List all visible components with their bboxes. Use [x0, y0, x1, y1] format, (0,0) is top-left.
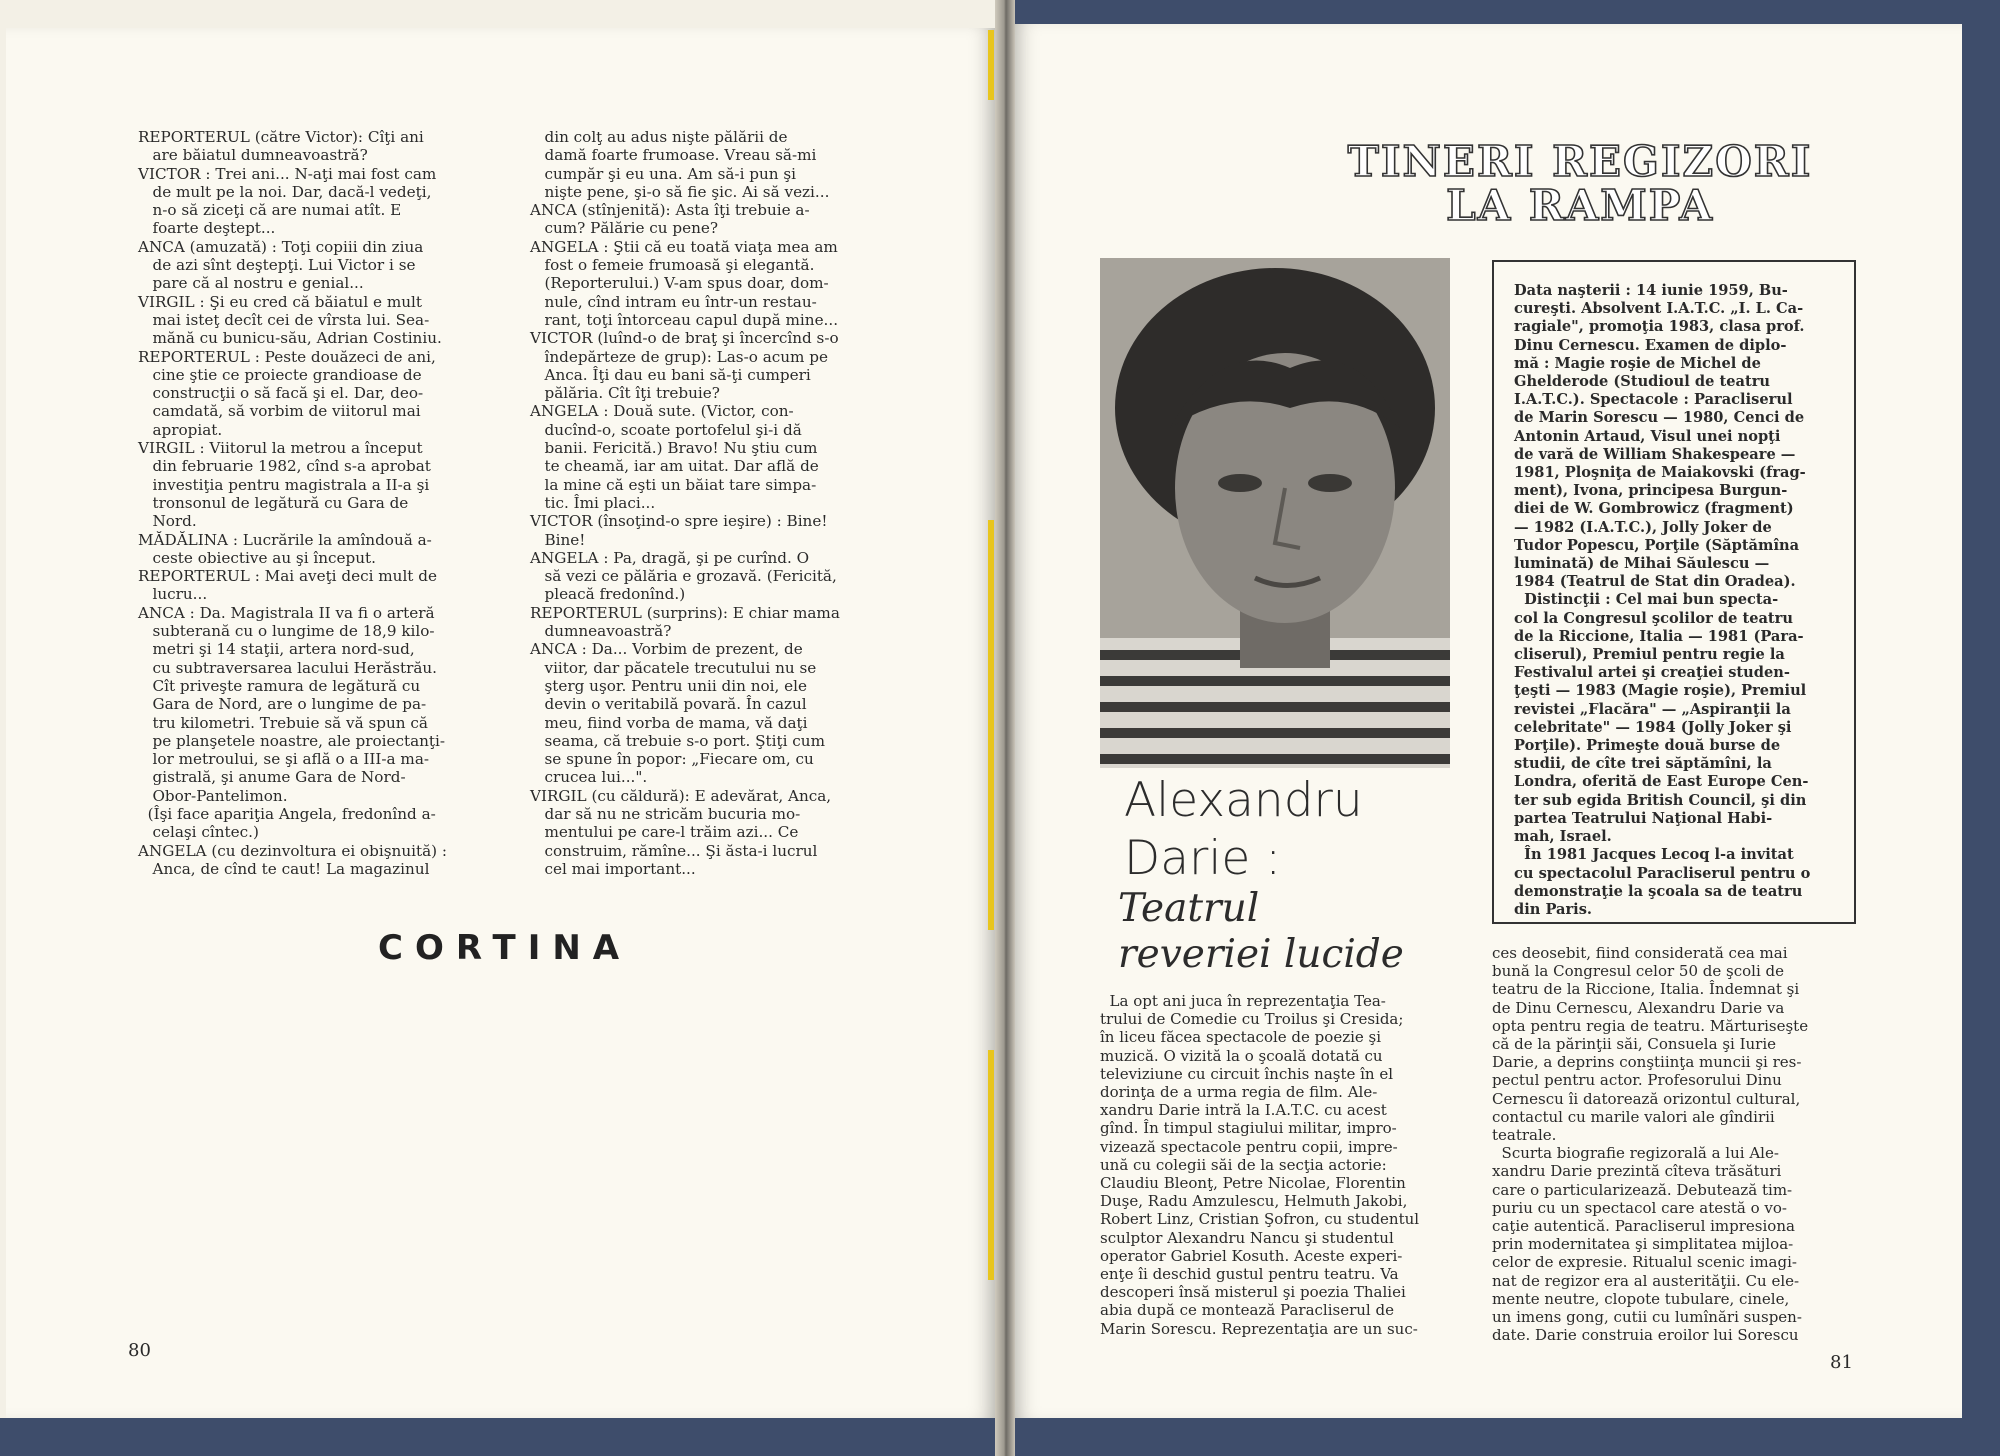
article-headline [1300, 137, 1860, 230]
page-number-right: 81 [1830, 1352, 1853, 1373]
cortina-heading: CORTINA [378, 928, 632, 968]
book-cover-top-edge [1000, 0, 2000, 26]
right-page-column-1: La opt ani juca în reprezentaţia Tea- trului de Comedie cu Troilus şi Cresida; în liceu făcea spectacole de poezie şi muzică. O vizită la o şcoală dotată cu televiziune cu circuit închis naşte în el dorinţa de a urma regia de film. Ale- xandru Darie intră la I.A.T.C. cu acest gînd. În timpul stagiului militar, impro- vizează spectacole pentru copii, impre- ună cu colegii săi de la secţia actorie: Claudiu Bleonţ, Petre Nicolae, Florentin Duşe, Radu Amzulescu, Helmuth Jakobi, Robert Linz, Cristian Şofron, cu studentul sculptor Alexandru Nancu şi studentul operator Gabriel Kosuth. Aceste experi- enţe îi deschid gustul pentru teatru. Va descoperi însă misterul şi poezia Thaliei abia după ce montează Paracliserul de Marin Sorescu. Reprezentaţia are un suc- [1100, 992, 1420, 1338]
subtitle-line-1: Teatrul [1118, 886, 1260, 931]
left-page-column-1: REPORTERUL (către Victor): Cîţi ani are băiatul dumneavoastră? VICTOR : Trei ani... N-aţi mai fost cam de mult pe la noi. Dar, dacă-l vedeţi, n-o să ziceţi că are numai atît. E foarte deştept... ANCA (amuzată) : Toţi copiii din ziua de azi sînt deştepţi. Lui Victor i se pare că al nostru e genial... VIRGIL : Şi eu cred că băiatul e mult mai isteţ decît cei de vîrsta lui. Sea- mănă cu bunicu-său, Adrian Costiniu. REPORTERUL : Peste douăzeci de ani, cine ştie ce proiecte grandioase de construcţii o să facă şi el. Dar, deo- camdată, să vorbim de viitorul mai apropiat. VIRGIL : Viitorul la metrou a început din februarie 1982, cînd s-a aprobat investiţia pentru magistrala a II-a şi tronsonul de legătură cu Gara de Nord. MĂDĂLINA : Lucrările la amîndouă a- ceste obiective au şi început. REPORTERUL : Mai aveţi deci mult de lucru... ANCA : Da. Magistrala II va fi o arteră subterană cu o lungime de 18,9 kilo- metri şi 14 staţii, artera nord-sud, cu subtraversarea lacului Herăstrău. Cît priveşte ramura de legătură cu Gara de Nord, are o lungime de pa- tru kilometri. Trebuie să vă spun că pe planşetele noastre, ale proiectanţi- lor metroului, se şi află o a III-a ma- gistrală, şi anume Gara de Nord- Obor-Pantelimon. (Îşi face apariţia Angela, fredonînd a- celaşi cîntec.) ANGELA (cu dezinvoltura ei obişnuită) : Anca, de cînd te caut! La magazinul [138, 128, 447, 878]
bookmark-ribbon-middle [988, 520, 994, 930]
book-spine [995, 0, 1015, 1456]
subtitle-line-2: reveriei lucide [1118, 932, 1404, 977]
name-line-1: Alexandru [1124, 773, 1363, 828]
page-number-left: 80 [128, 1340, 151, 1361]
book-cover-right-edge [1962, 0, 2000, 1456]
portrait-photo [1100, 258, 1450, 768]
headline-line-1: TINERI REGIZORI [1347, 137, 1813, 186]
bookmark-ribbon-bottom [988, 1050, 994, 1280]
right-page-column-2: ces deosebit, fiind considerată cea mai bună la Congresul celor 50 de şcoli de teatru de la Riccione, Italia. Îndemnat şi de Dinu Cernescu, Alexandru Darie va opta pentru regia de teatru. Mărturiseşte că de la părinţii săi, Consuela şi Iurie Darie, a deprins conştiinţa muncii şi res- pectul pentru actor. Profesorului Dinu Cernescu îi datorează orizontul cultural, contactul cu marile valori ale gîndirii teatrale. Scurta biografie regizorală a lui Ale- xandru Darie prezintă cîteva trăsături care o particularizează. Debutează tim- puriu cu un spectacol care atestă o vo- caţie autentică. Paracliserul impresiona prin modernitatea şi simplitatea mijloa- celor de expresie. Ritualul scenic imagi- nat de regizor era al austerităţii. Cu ele- mente neutre, clopote tubulare, cinele, un imens gong, cutii cu lumînări suspen- date. Darie construia eroilor lui Sorescu [1492, 944, 1809, 1345]
bookmark-ribbon-top [988, 30, 994, 100]
person-name [1124, 772, 1374, 888]
left-page-column-2: din colţ au adus nişte pălării de damă foarte frumoase. Vreau să-mi cumpăr şi eu una. Am să-i pun şi nişte pene, şi-o să fie şic. Ai să vezi... ANCA (stînjenită): Asta îţi trebuie a- cum? Pălărie cu pene? ANGELA : Ştii că eu toată viaţa mea am fost o femeie frumoasă şi elegantă. (Reporterului.) V-am spus doar, dom- nule, cînd intram eu într-un restau- rant, toţi întorceau capul după mine... VICTOR (luînd-o de braţ şi încercînd s-o îndepărteze de grup): Las-o acum pe Anca. Îţi dau eu bani să-ţi cumperi pălăria. Cît îţi trebuie? ANGELA : Două sute. (Victor, con- ducînd-o, scoate portofelul şi-i dă banii. Fericită.) Bravo! Nu ştiu cum te cheamă, iar am uitat. Dar află de la mine că eşti un băiat tare simpa- tic. Îmi placi... VICTOR (însoţind-o spre ieşire) : Bine! Bine! ANGELA : Pa, dragă, şi pe curînd. O să vezi ce pălăria e grozavă. (Fericită, pleacă fredonînd.) REPORTERUL (surprins): E chiar mama dumneavoastră? ANCA : Da... Vorbim de prezent, de viitor, dar păcatele trecutului nu se şterg uşor. Pentru unii din noi, ele devin o veritabilă povară. În cazul meu, fiind vorba de mama, vă daţi seama, că trebuie s-o port. Ştiţi cum se spune în popor: „Fiecare om, cu crucea lui...". VIRGIL (cu căldură): E adevărat, Anca, dar să nu ne stricăm bucuria mo- mentului pe care-l trăim azi... Ce construim, rămîne... Şi ăsta-i lucrul cel mai important... [530, 128, 840, 878]
biography-text: Data naşterii : 14 iunie 1959, Bu- cureşti. Absolvent I.A.T.C. „I. L. Ca- ragiale", promoţia 1983, clasa prof. Dinu Cernescu. Examen de diplo- mă : Magie roşie de Michel de Ghelderode (Studioul de teatru I.A.T.C.). Spectacole : Paracliserul de Marin Sorescu — 1980, Cenci de Antonin Artaud, Visul unei nopţi de vară de William Shakespeare — 1981, Ploşniţa de Maiakovski (frag- ment), Ivona, principesa Burgun- diei de W. Gombrowicz (fragment) — 1982 (I.A.T.C.), Jolly Joker de Tudor Popescu, Porţile (Săptămîna luminată) de Mihai Săulescu — 1984 (Teatrul de Stat din Oradea). Distincţii : Cel mai bun specta- col la Congresul şcolilor de teatru de la Riccione, Italia — 1981 (Para- cliserul), Premiul pentru regie la Festivalul artei şi creaţiei studen- ţeşti — 1983 (Magie roşie), Premiul revistei „Flacăra" — „Aspiranţii la celebritate" — 1984 (Jolly Joker şi Porţile). Primeşte două burse de studii, de cîte trei săptămîni, la Londra, oferită de East Europe Cen- ter sub egida British Council, şi din partea Teatrului Naţional Habi- mah, Israel. În 1981 Jacques Lecoq l-a invitat cu spectacolul Paracliserul pentru o demonstraţie la şcoala sa de teatru din Paris. [1514, 282, 1811, 918]
name-line-2: Darie : [1124, 831, 1282, 886]
article-subtitle [1118, 886, 1418, 978]
headline-line-2: LA RAMPA [1446, 181, 1714, 230]
